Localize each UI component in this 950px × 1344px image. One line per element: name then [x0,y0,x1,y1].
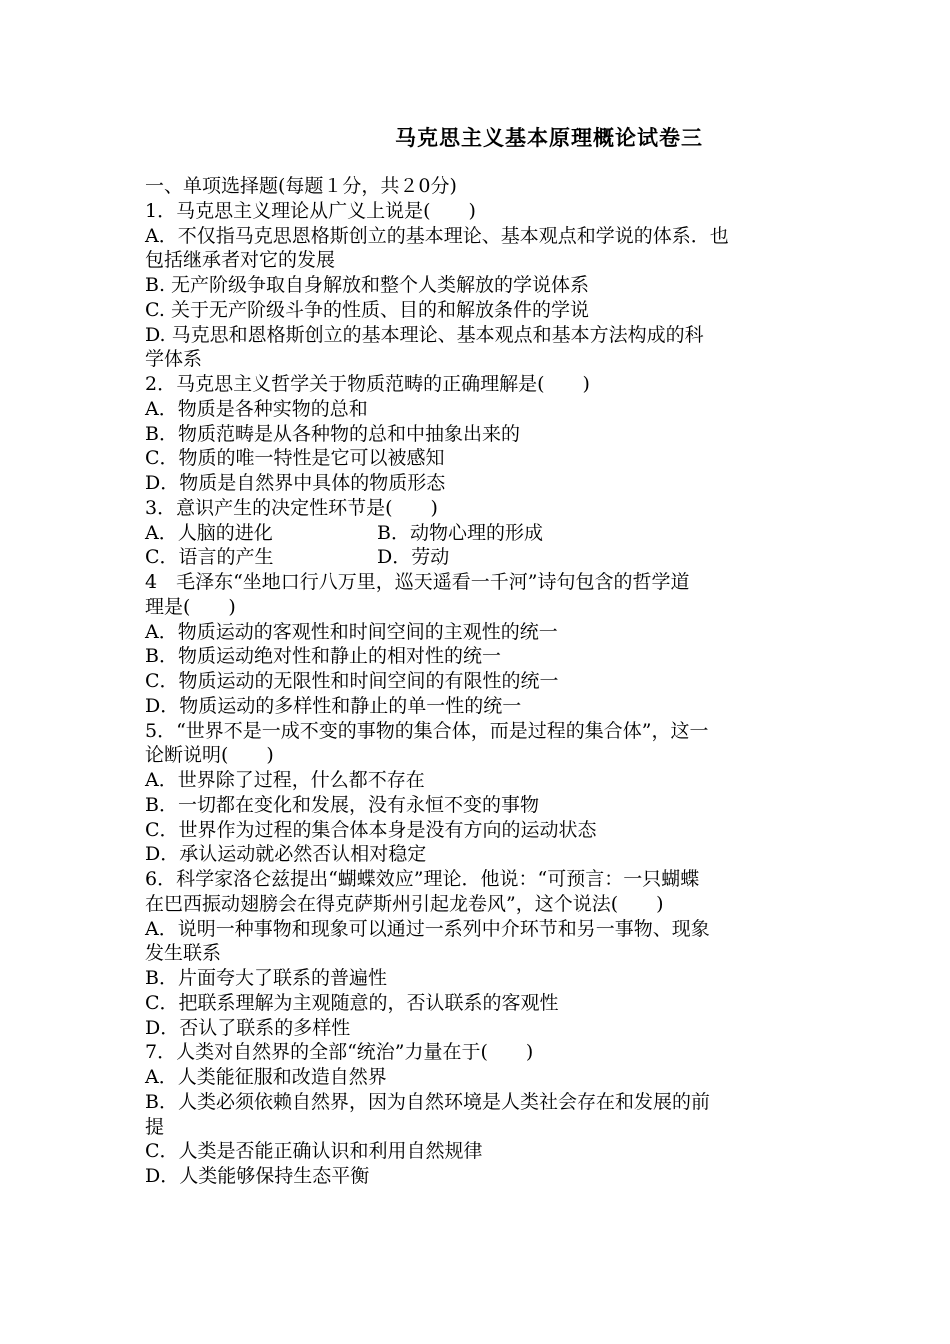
question-stem: 4 毛泽东“坐地口行八万里，巡天遥看一千河”诗句包含的哲学道 [145,571,690,593]
option-row-ab [145,521,815,546]
question-stem-cont: 理是( ) [145,595,236,618]
question-2 [145,372,815,496]
option-b: B．一切都在变化和发展，没有永恒不变的事物 [145,793,539,816]
option-c: C．物质运动的无限性和时间空间的有限性的统一 [145,670,559,692]
question-1 [145,199,815,372]
option-b: B. 无产阶级争取自身解放和整个人类解放的学说体系 [145,274,590,296]
option-a: A．世界除了过程，什么都不存在 [145,769,425,791]
option-a: A．不仅指马克思恩格斯创立的基本理论、基本观点和学说的体系．也 [145,224,729,247]
question-6 [145,867,815,1040]
option-a: A．物质运动的客观性和时间空间的主观性的统一 [145,620,558,643]
option-a: A．物质是各种实物的总和 [145,397,368,420]
question-stem: 5．“世界不是一成不变的事物的集合体，而是过程的集合体”，这一 [145,719,709,742]
option-c: C. 关于无产阶级斗争的性质、目的和解放条件的学说 [145,298,589,321]
question-stem: 6．科学家洛仑兹提出“蝴蝶效应”理论．他说：“可预言：一只蝴蝶 [145,868,700,890]
option-b: B．物质运动绝对性和静止的相对性的统一 [145,645,501,668]
exam-body [145,174,815,1189]
option-a-cont: 发生联系 [145,942,222,965]
question-stem: 7．人类对自然界的全部“统治”力量在于( ) [145,1041,534,1064]
option-d: D．人类能够保持生态平衡 [145,1165,370,1187]
page-title: 马克思主义基本原理概论试卷三 [395,125,703,150]
option-c: C．世界作为过程的集合体本身是没有方向的运动状态 [145,818,597,841]
question-5 [145,719,815,868]
question-3 [145,496,815,570]
option-d: D．物质运动的多样性和静止的单一性的统一 [145,694,522,717]
option-d: D．物质是自然界中具体的物质形态 [145,472,446,494]
option-c: C．人类是否能正确认识和利用自然规律 [145,1140,483,1163]
option-row-cd [145,545,815,570]
option-d-cont: 学体系 [145,348,203,371]
option-d: D．劳动 [377,546,450,569]
option-a: A．说明一种事物和现象可以通过一系列中介环节和另一事物、现象 [145,917,710,940]
option-c: C．语言的产生 [145,546,274,569]
option-a-cont: 包括继承者对它的发展 [145,249,336,272]
option-a: A．人类能征服和改造自然界 [145,1066,387,1088]
question-4 [145,570,815,719]
question-7 [145,1040,815,1189]
option-d: D. 马克思和恩格斯创立的基本理论、基本观点和基本方法构成的科 [145,323,704,346]
option-b: B．片面夸大了联系的普遍性 [145,967,387,989]
question-stem: 3．意识产生的决定性环节是( ) [145,496,438,519]
question-stem: 1．马克思主义理论从广义上说是( ) [145,199,476,222]
option-a: A．人脑的进化 [145,521,273,544]
option-b: B．物质范畴是从各种物的总和中抽象出来的 [145,422,520,445]
question-stem-cont: 在巴西振动翅膀会在得克萨斯州引起龙卷风”，这个说法( ) [145,892,664,915]
section-heading: 一、单项选择题(每题１分，共２0分) [145,175,457,197]
question-stem: 2．马克思主义哲学关于物质范畴的正确理解是( ) [145,373,590,395]
option-d: D．承认运动就必然否认相对稳定 [145,843,427,866]
option-b-cont: 提 [145,1115,165,1138]
option-c: C．把联系理解为主观随意的，否认联系的客观性 [145,991,559,1014]
option-c: C．物质的唯一特性是它可以被感知 [145,447,445,470]
option-d: D．否认了联系的多样性 [145,1016,351,1039]
option-b: B．动物心理的形成 [377,521,543,544]
option-b: B．人类必须依赖自然界，因为自然环境是人类社会存在和发展的前 [145,1090,710,1113]
question-stem-cont: 论断说明( ) [145,744,274,767]
